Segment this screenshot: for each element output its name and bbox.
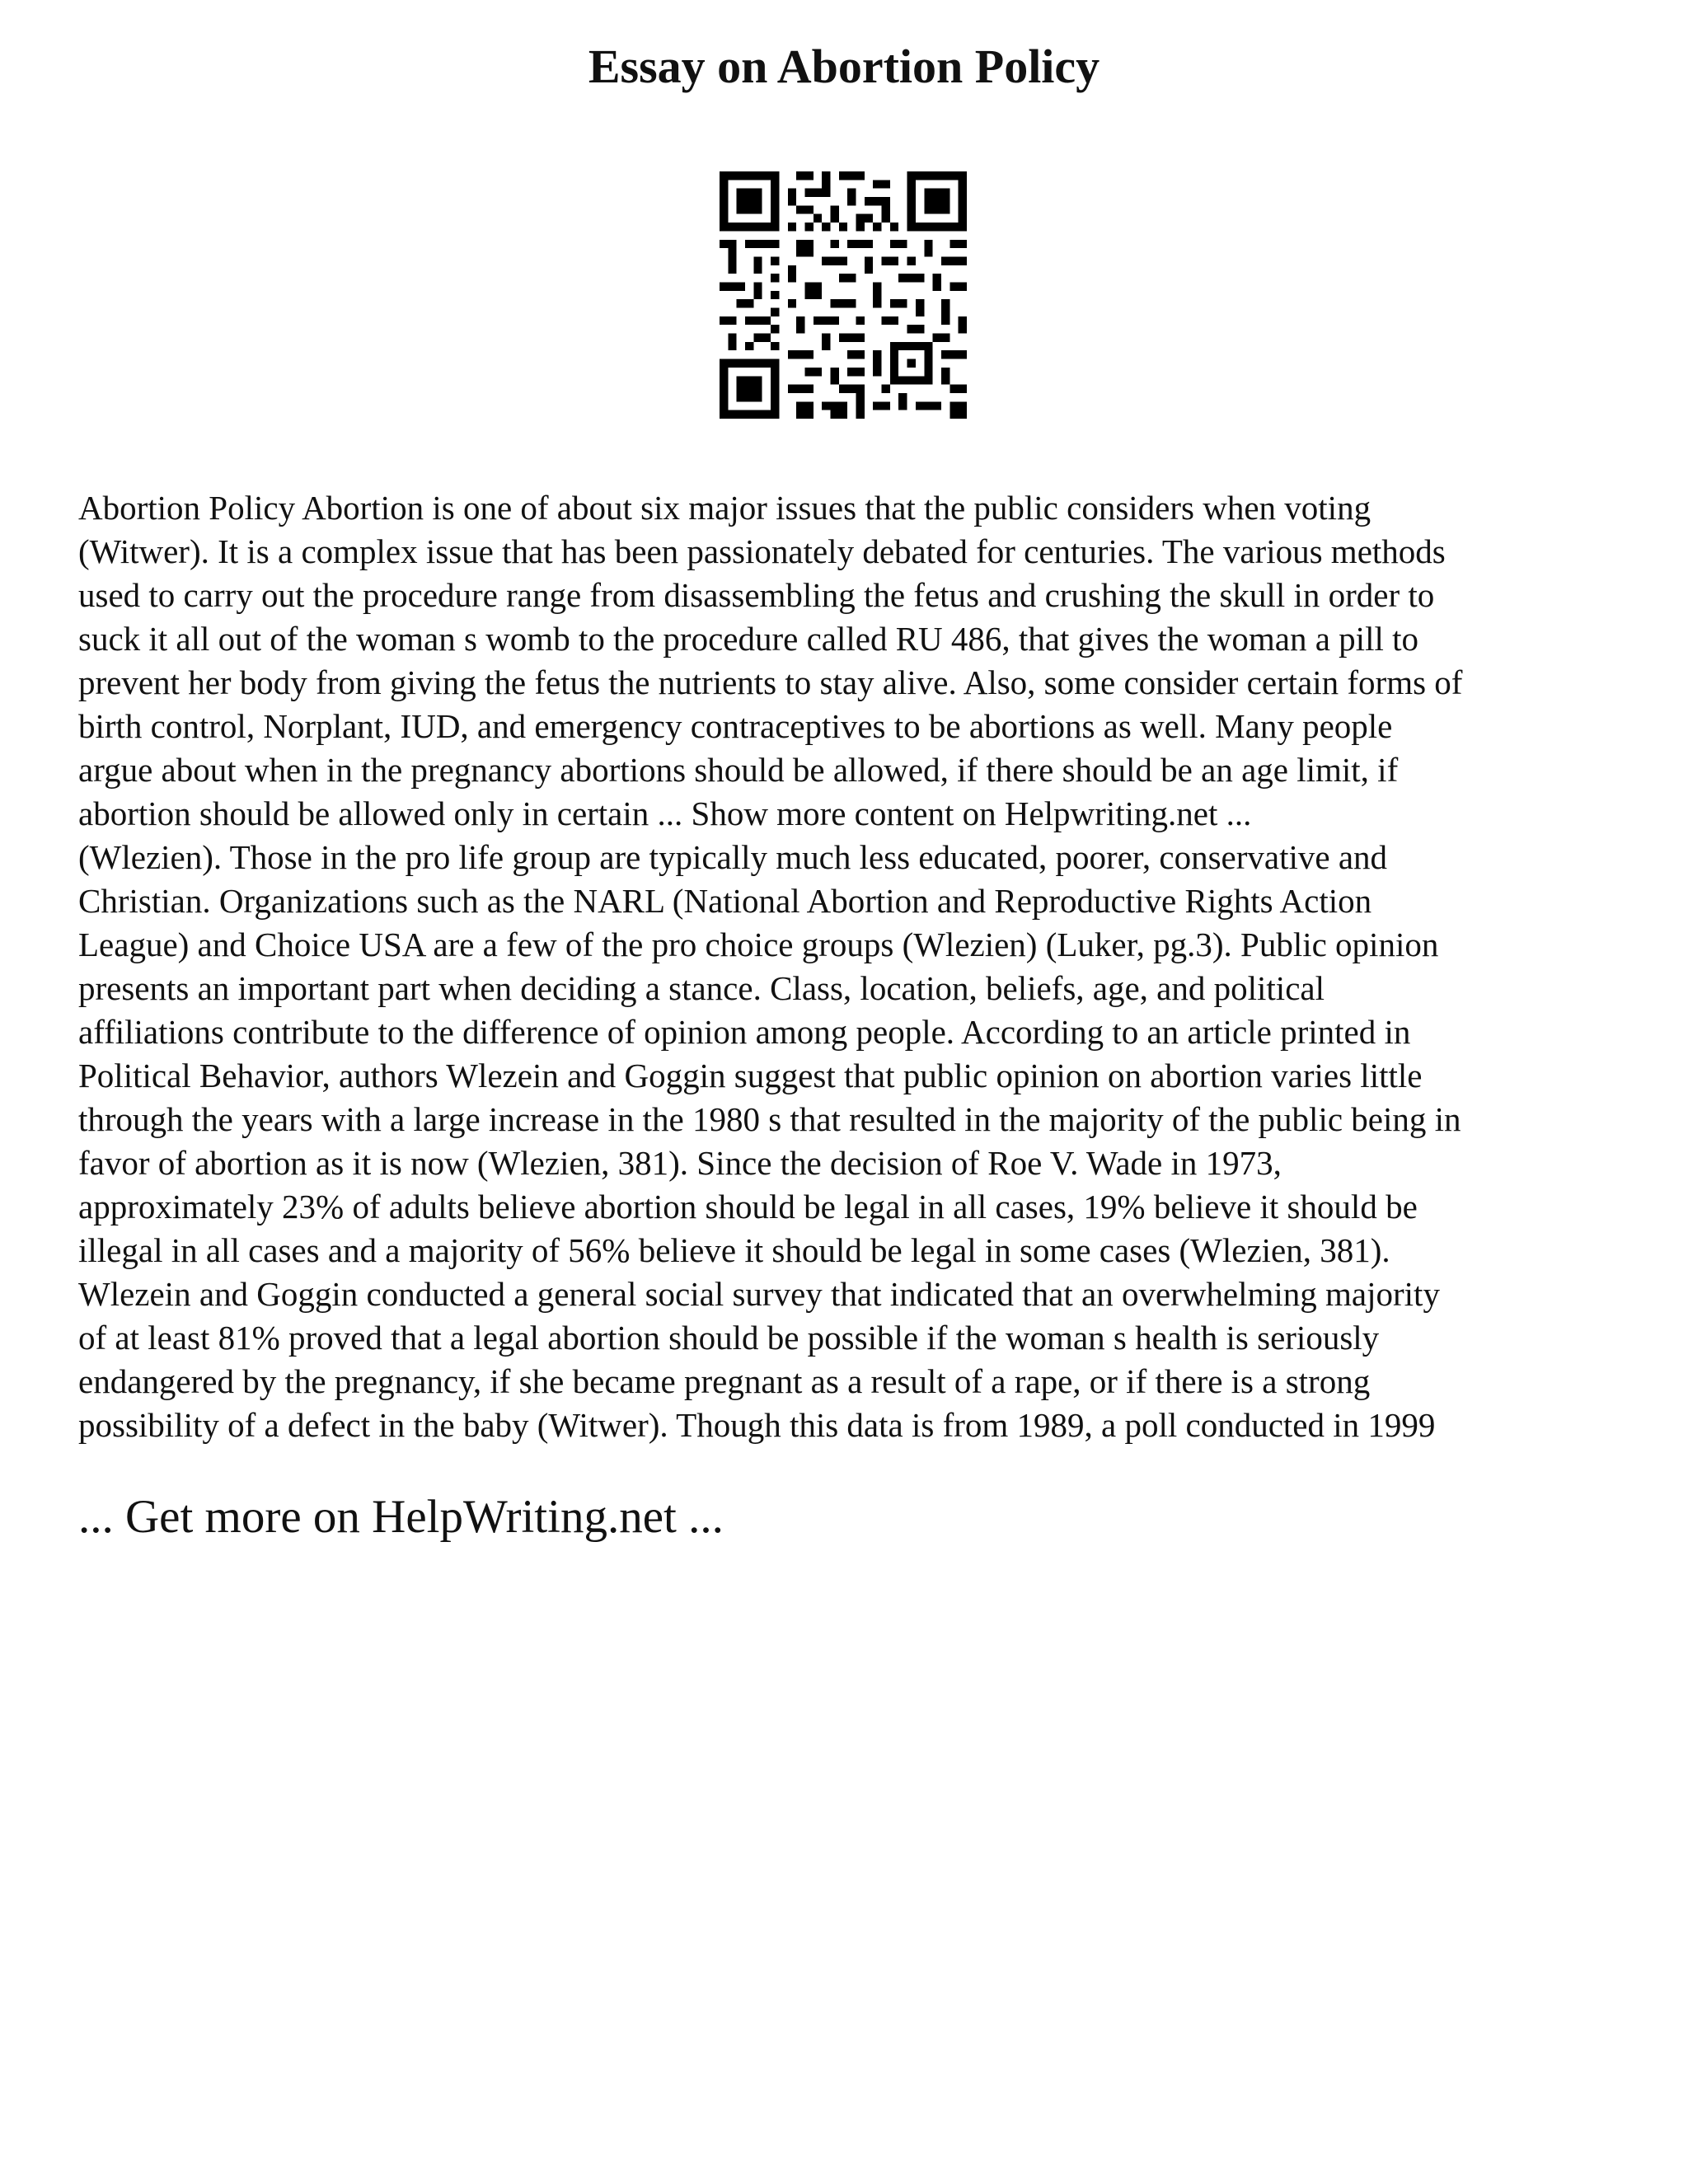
essay-line: Wlezein and Goggin conducted a general social survey that indicated that an overwhelming majority [78, 1275, 1440, 1313]
essay-line: approximately 23% of adults believe abortion should be legal in all cases, 19% believe it should be [78, 1188, 1418, 1226]
essay-line: abortion should be allowed only in certain ... Show more content on Helpwriting.net ... [78, 794, 1252, 832]
qr-code-graphic [720, 171, 967, 419]
essay-line: Christian. Organizations such as the NARL (National Abortion and Reproductive Rights Action [78, 882, 1372, 920]
essay-line: presents an important part when deciding a stance. Class, location, beliefs, age, and political [78, 969, 1325, 1007]
qr-code-icon [720, 171, 967, 419]
essay-line: possibility of a defect in the baby (Witwer). Though this data is from 1989, a poll conducted in 1999 [78, 1406, 1436, 1444]
essay-line: illegal in all cases and a majority of 56% believe it should be legal in some cases (Wlezien, 381). [78, 1231, 1390, 1269]
essay-line: endangered by the pregnancy, if she became pregnant as a result of a rape, or if there is a strong [78, 1362, 1371, 1400]
essay-line: birth control, Norplant, IUD, and emergency contraceptives to be abortions as well. Many people [78, 707, 1393, 745]
get-more-link[interactable]: ... Get more on HelpWriting.net ... [78, 1491, 724, 1543]
essay-body [78, 486, 1628, 1447]
essay-line: through the years with a large increase in the 1980 s that resulted in the majority of the public being in [78, 1100, 1461, 1138]
essay-line: Political Behavior, authors Wlezein and Goggin suggest that public opinion on abortion varies little [78, 1057, 1423, 1094]
essay-line: favor of abortion as it is now (Wlezien, 381). Since the decision of Roe V. Wade in 1973, [78, 1144, 1282, 1182]
page-title: Essay on Abortion Policy [588, 40, 1100, 93]
essay-line: (Wlezien). Those in the pro life group are typically much less educated, poorer, conservative and [78, 838, 1388, 876]
essay-line: argue about when in the pregnancy abortions should be allowed, if there should be an age limit, if [78, 751, 1399, 789]
essay-line: used to carry out the procedure range from disassembling the fetus and crushing the skull in order to [78, 576, 1435, 614]
essay-line: Abortion Policy Abortion is one of about six major issues that the public considers when voting [78, 489, 1372, 527]
essay-line: prevent her body from giving the fetus the nutrients to stay alive. Also, some consider certain forms of [78, 663, 1463, 701]
essay-line: suck it all out of the woman s womb to the procedure called RU 486, that gives the woman a pill to [78, 620, 1418, 658]
essay-line: League) and Choice USA are a few of the pro choice groups (Wlezien) (Luker, pg.3). Public opinion [78, 926, 1439, 963]
essay-line: of at least 81% proved that a legal abortion should be possible if the woman s health is seriously [78, 1319, 1380, 1357]
essay-line: (Witwer). It is a complex issue that has been passionately debated for centuries. The various methods [78, 532, 1446, 570]
essay-line: affiliations contribute to the difference of opinion among people. According to an article printed in [78, 1013, 1411, 1051]
